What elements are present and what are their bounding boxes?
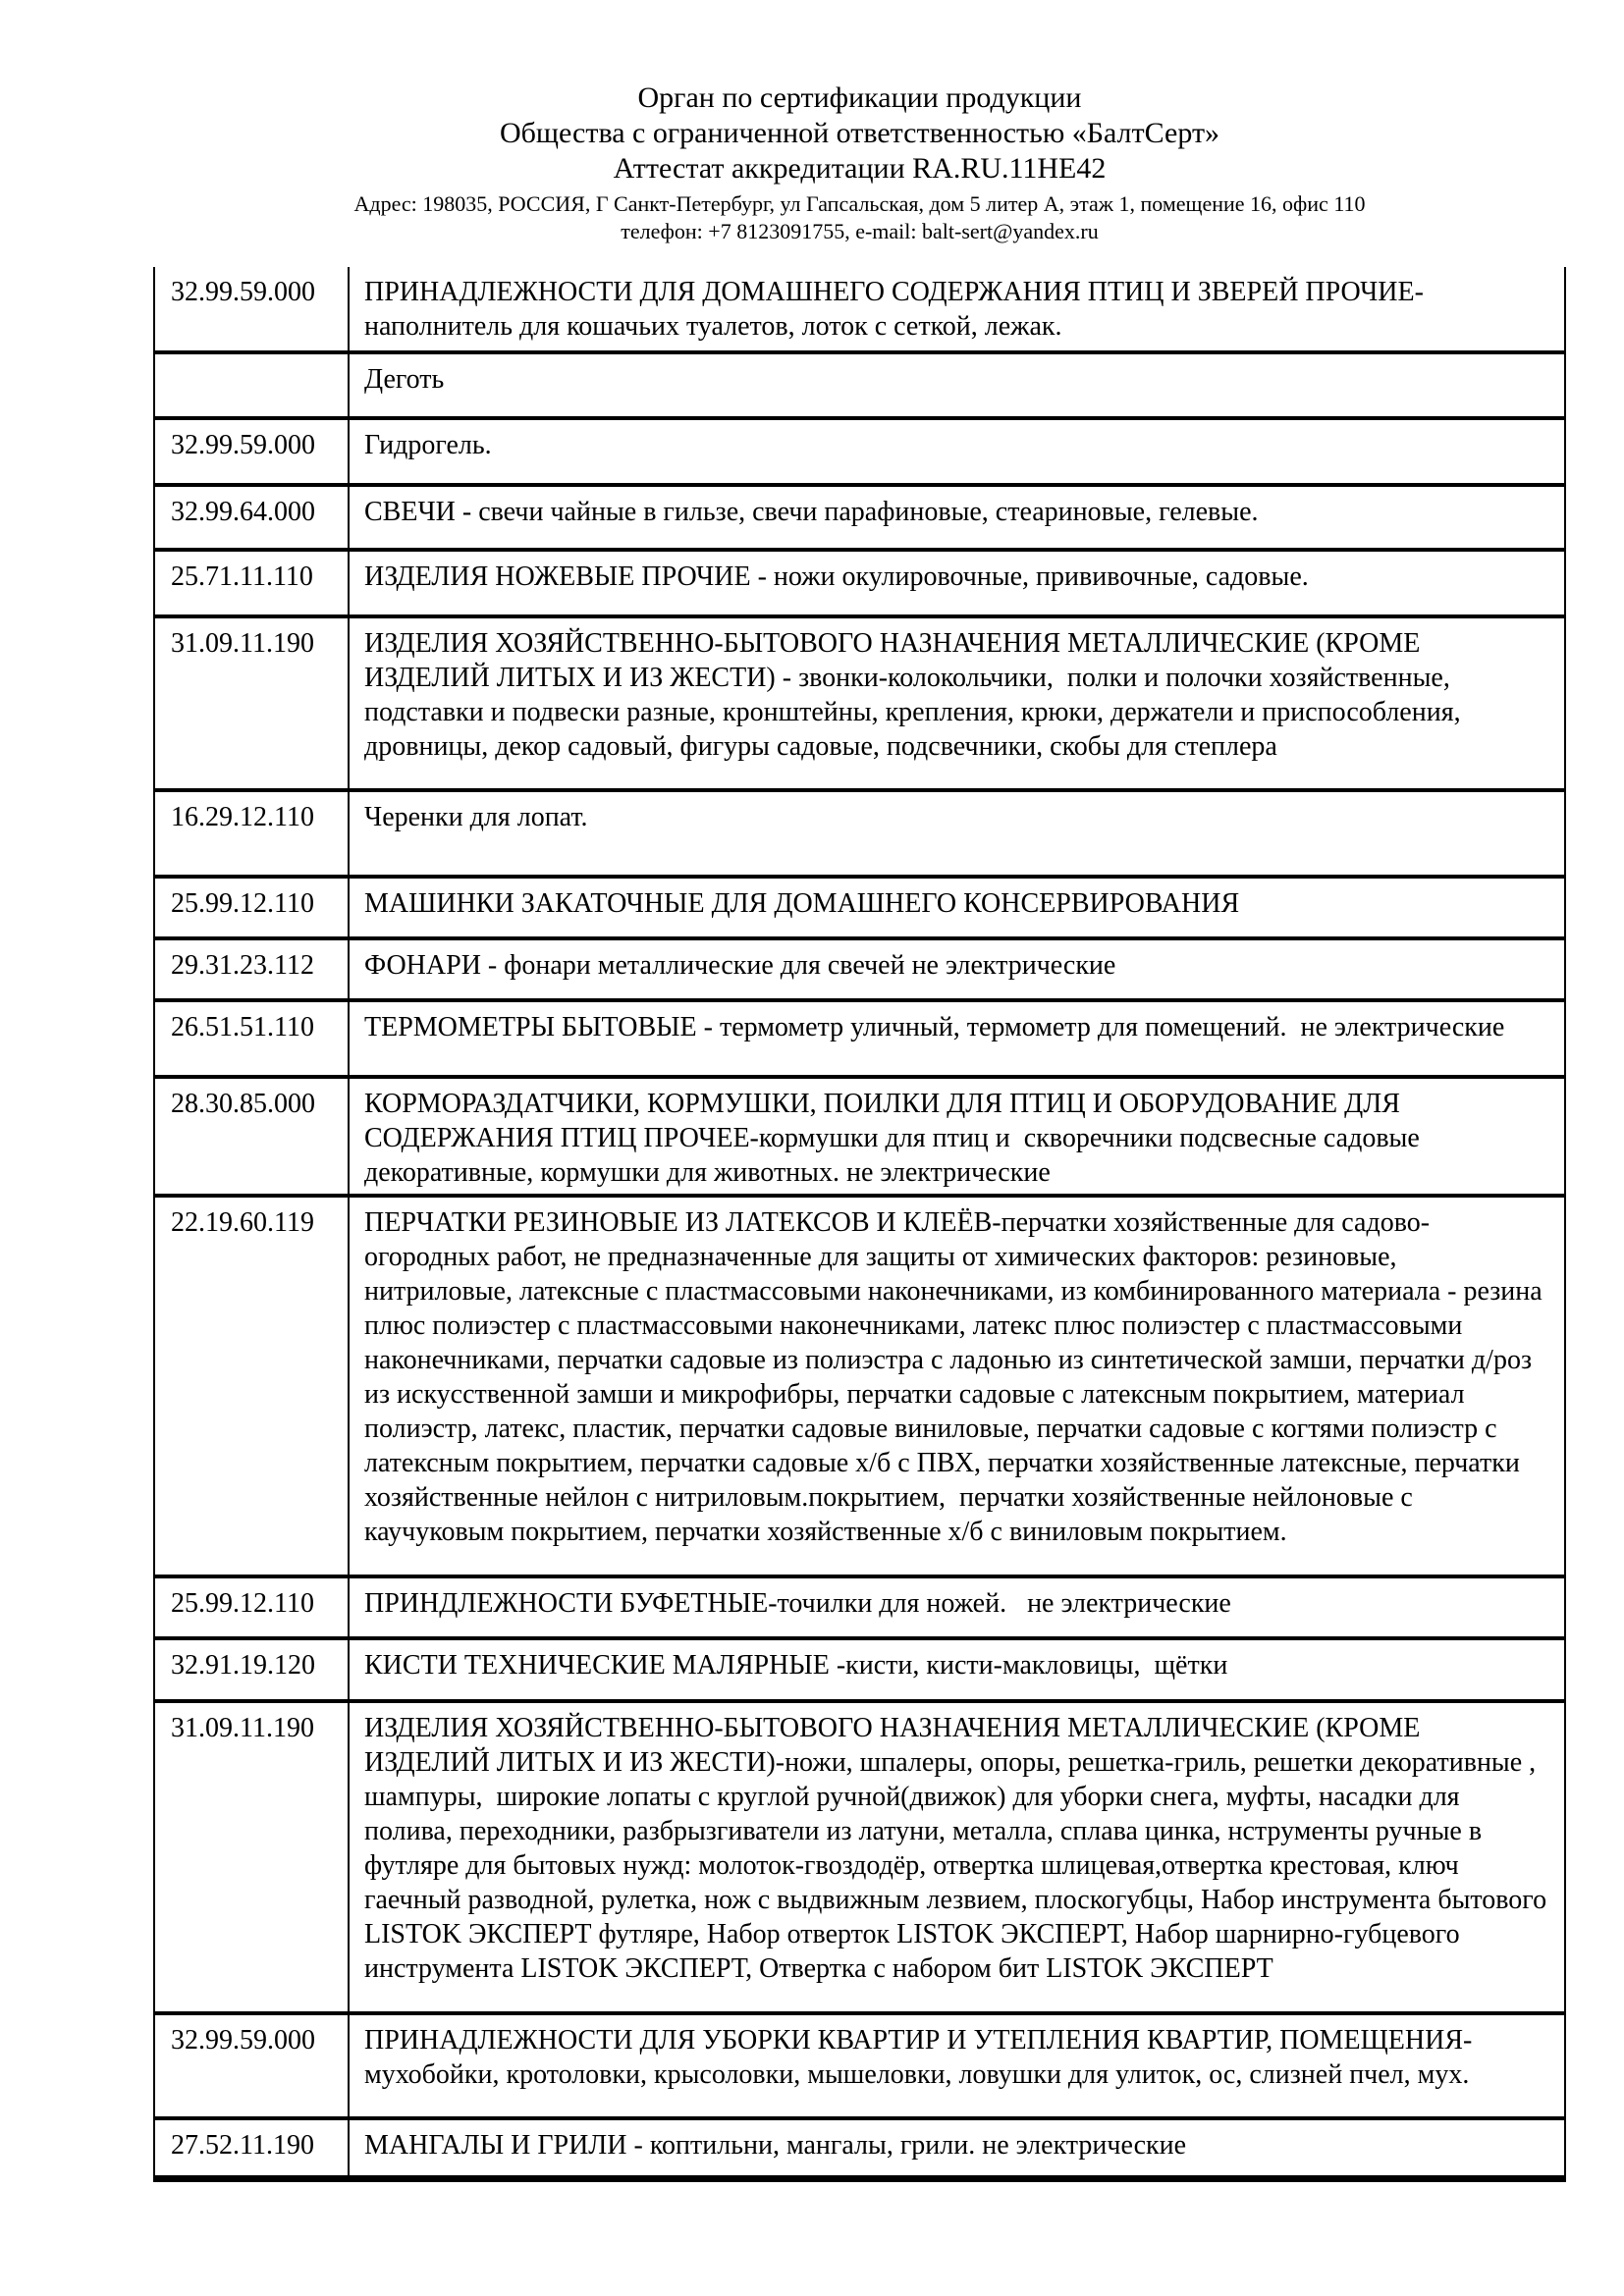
product-code-cell: 25.99.12.110 [155,879,350,936]
product-description-cell: ИЗДЕЛИЯ НОЖЕВЫЕ ПРОЧИЕ - ножи окулировочные, прививочные, садовые. [364,561,1309,592]
letterhead [153,80,1566,245]
org-line-1: Орган по сертификации продукции [637,81,1082,114]
table-row [155,1002,1564,1079]
product-description-cell: ПЕРЧАТКИ РЕЗИНОВЫЕ ИЗ ЛАТЕКСОВ И КЛЕЁВ-перчатки хозяйственные для садово-огородных работ, не предназначенные для защиты от химических факторов: резиновые, нитриловые, латексные с пластмассовыми наконечниками, из комбинированного материала - резина плюс полиэстер с пластмассовыми наконечниками, латекс плюс полиэстер с пластмассовыми наконечниками, перчатки садовые из полиэстра с ладонью из синтетической замши, перчатки д/роз из искусственной замши и микрофибры, перчатки садовые с латексным покрытием, материал полиэстр, латекс, пластик, перчатки садовые виниловые, перчатки садовые с когтями полиэстр с латексным покрытием, перчатки садовые х/б с ПВХ, перчатки хозяйственные латексные, перчатки хозяйственные нейлон с нитриловым.покрытием, перчатки хозяйственные нейлоновые с каучуковым покрытием, перчатки хозяйственные х/б с виниловым покрытием. [364,1207,1549,1547]
product-code-cell: 32.99.59.000 [155,420,350,483]
product-code-cell: 27.52.11.190 [155,2120,350,2175]
product-code-cell [155,354,350,416]
product-description-cell: ИЗДЕЛИЯ ХОЗЯЙСТВЕННО-БЫТОВОГО НАЗНАЧЕНИЯ МЕТАЛЛИЧЕСКИЕ (КРОМЕ ИЗДЕЛИЙ ЛИТЫХ И ИЗ ЖЕСТИ) - звонки-колокольчики, полки и полочки хозяйственные, подставки и подвески разные, кронштейны, крепления, крюки, держатели и приспособления, дровницы, декор садовый, фигуры садовые, подсвечники, скобы для степлера [364,628,1475,762]
table-row [155,420,1564,487]
table-row [155,1079,1564,1198]
product-description-cell: ПРИНАДЛЕЖНОСТИ ДЛЯ УБОРКИ КВАРТИР И УТЕПЛЕНИЯ КВАРТИР, ПОМЕЩЕНИЯ-мухобойки, кротоловки, крысоловки, мышеловки, ловушки для улиток, ос, слизней пчел, мух. [364,2025,1473,2090]
product-code-cell: 26.51.51.110 [155,1002,350,1075]
product-code-cell: 25.71.11.110 [155,552,350,614]
table-row [155,1578,1564,1640]
table-row [155,1198,1564,1578]
product-description-cell: ПРИНДЛЕЖНОСТИ БУФЕТНЫЕ-точилки для ножей. не электрические [364,1588,1231,1619]
product-code-cell: 32.99.64.000 [155,487,350,548]
table-row [155,552,1564,618]
product-code-cell: 22.19.60.119 [155,1198,350,1575]
product-description-cell: КИСТИ ТЕХНИЧЕСКИЕ МАЛЯРНЫЕ -кисти, кисти-макловицы, щётки [364,1650,1228,1681]
product-description-cell: Гидрогель. [364,430,492,460]
product-description-cell: ИЗДЕЛИЯ ХОЗЯЙСТВЕННО-БЫТОВОГО НАЗНАЧЕНИЯ МЕТАЛЛИЧЕСКИЕ (КРОМЕ ИЗДЕЛИЙ ЛИТЫХ И ИЗ ЖЕСТИ)-ножи, шпалеры, опоры, решетка-гриль, решетки декоративные , шампуры, широкие лопаты с круглой ручной(движок) для уборки снега, муфты, насадки для полива, переходники, разбрызгиватели из латуни, металла, сплава цинка, нструменты ручные в футляре для бытовых нужд: молоток-гвоздодёр, отвертка шлицевая,отвертка крестовая, ключ гаечный разводной, рулетка, нож с выдвижным лезвием, плоскогубцы, Набор инструмента бытового LISTOK ЭКСПЕРТ футляре, Набор отверток LISTOK ЭКСПЕРТ, Набор шарнирно-губцевого инструмента LISTOK ЭКСПЕРТ, Отвертка с набором бит LISTOK ЭКСПЕРТ [364,1713,1554,1984]
contact-line: телефон: +7 8123091755, e-mail: balt-sert@yandex.ru [621,219,1099,243]
product-description-cell: ТЕРМОМЕТРЫ БЫТОВЫЕ - термометр уличный, термометр для помещений. не электрические [364,1012,1505,1042]
address-line: Адрес: 198035, РОССИЯ, Г Санкт-Петербург, ул Гапсальская, дом 5 литер А, этаж 1, помещение 16, офис 110 [353,191,1366,216]
product-description-cell: СВЕЧИ - свечи чайные в гильзе, свечи парафиновые, стеариновые, гелевые. [364,497,1259,527]
product-description-cell: Деготь [364,364,445,395]
table-row [155,879,1564,940]
product-description-cell: ФОНАРИ - фонари металлические для свечей не электрические [364,950,1116,981]
product-code-cell: 31.09.11.190 [155,1703,350,2011]
product-description-cell: МАШИНКИ ЗАКАТОЧНЫЕ ДЛЯ ДОМАШНЕГО КОНСЕРВИРОВАНИЯ [364,888,1240,919]
table-row [155,267,1564,354]
table-row [155,2015,1564,2120]
table-row [155,1640,1564,1703]
table-row [155,940,1564,1002]
product-code-cell: 16.29.12.110 [155,792,350,875]
accreditation-line: Аттестат аккредитации RA.RU.11НЕ42 [613,152,1107,185]
table-row [155,487,1564,552]
product-description-cell: КОРМОРАЗДАТЧИКИ, КОРМУШКИ, ПОИЛКИ ДЛЯ ПТИЦ И ОБОРУДОВАНИЕ ДЛЯ СОДЕРЖАНИЯ ПТИЦ ПРОЧЕЕ-кормушки для птиц и скворечники подсвесные садовые декоративные, кормушки для животных. не электрические [364,1089,1427,1188]
table-row [155,618,1564,792]
product-code-cell: 32.99.59.000 [155,267,350,350]
product-code-cell: 29.31.23.112 [155,940,350,998]
org-line-2: Общества с ограниченной ответственностью «БалтСерт» [499,117,1220,149]
product-code-cell: 31.09.11.190 [155,618,350,788]
product-table [153,267,1566,2182]
table-row [155,354,1564,420]
product-code-cell: 25.99.12.110 [155,1578,350,1636]
table-row [155,792,1564,879]
table-row [155,1703,1564,2015]
product-description-cell: Черенки для лопат. [364,802,588,832]
product-code-cell: 28.30.85.000 [155,1079,350,1194]
product-code-cell: 32.91.19.120 [155,1640,350,1699]
product-code-cell: 32.99.59.000 [155,2015,350,2116]
product-description-cell: МАНГАЛЫ И ГРИЛИ - коптильни, мангалы, грили. не электрические [364,2130,1187,2161]
product-description-cell: ПРИНАДЛЕЖНОСТИ ДЛЯ ДОМАШНЕГО СОДЕРЖАНИЯ ПТИЦ И ЗВЕРЕЙ ПРОЧИЕ-наполнитель для кошачьих туалетов, лоток с сеткой, лежак. [364,277,1424,342]
table-row [155,2120,1564,2182]
